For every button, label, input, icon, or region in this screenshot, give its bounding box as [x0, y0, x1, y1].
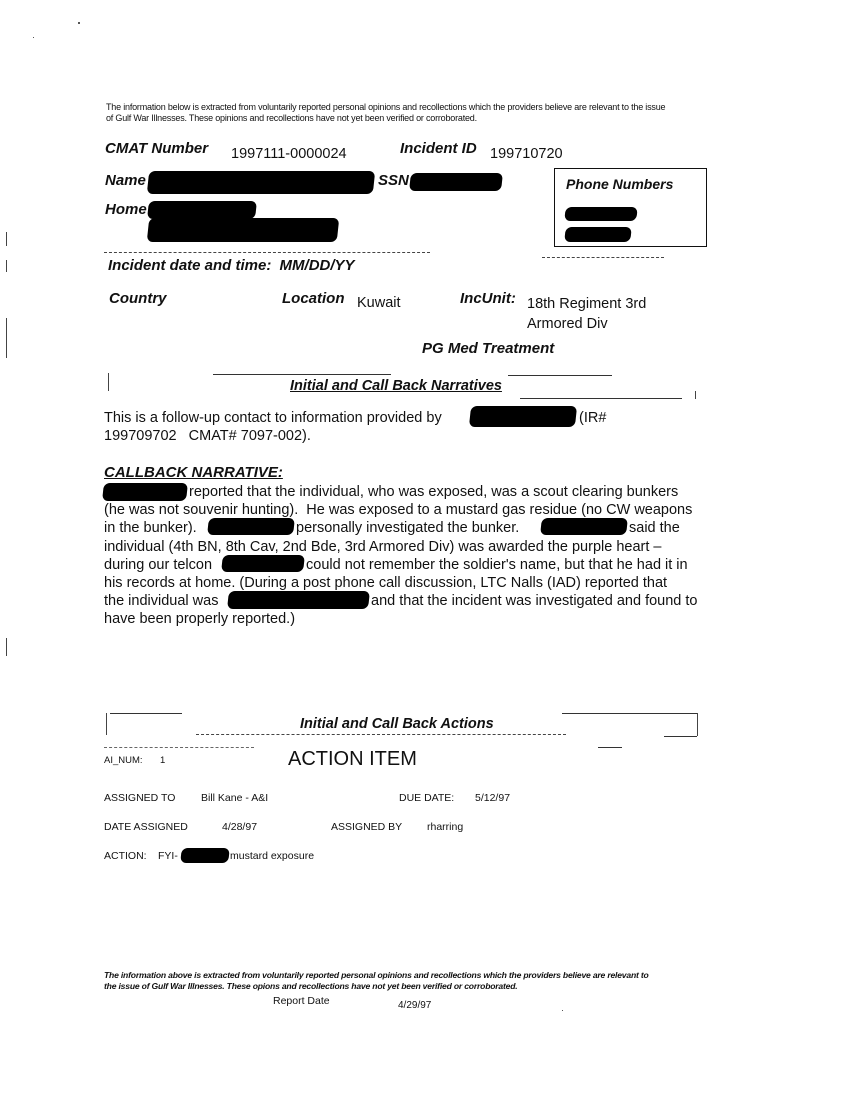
- callback-line-7b: and that the incident was investigated and found to: [371, 593, 698, 609]
- callback-redaction-5: [227, 591, 370, 609]
- ssn-redaction: [409, 173, 503, 191]
- scan-edge-mark: [6, 638, 7, 656]
- footer-notice: [104, 970, 744, 992]
- callback-redaction-1: [102, 483, 188, 501]
- callback-line-2: (he was not souvenir hunting). He was exposed to a mustard gas residue (no CW weapons: [104, 502, 693, 518]
- incunit-value-line2: Armored Div: [527, 316, 608, 332]
- incunit-label: IncUnit:: [460, 290, 516, 307]
- narratives-top-line: [508, 375, 612, 376]
- callback-line-4: individual (4th BN, 8th Cav, 2nd Bde, 3rd Armored Div) was awarded the purple heart –: [104, 539, 662, 555]
- incident-id-label: Incident ID: [400, 140, 477, 157]
- header-notice-line2: of Gulf War Illnesses. These opinions and recollections have not yet been verified or corroborated.: [106, 113, 477, 123]
- name-redaction: [147, 171, 375, 194]
- narrative-intro-text-a: This is a follow-up contact to information provided by: [104, 410, 442, 426]
- separator-line: [542, 257, 664, 258]
- callback-line-3a: in the bunker).: [104, 520, 197, 536]
- home-redaction-1: [147, 201, 257, 219]
- due-date-label: DUE DATE:: [399, 792, 455, 804]
- action-label: ACTION:: [104, 850, 147, 862]
- assigned-by-label: ASSIGNED BY: [331, 821, 403, 833]
- callback-line-8: have been properly reported.): [104, 611, 296, 627]
- actions-bracket-right: [697, 713, 698, 736]
- actions-title: Initial and Call Back Actions: [300, 716, 494, 732]
- assigned-to-value: Bill Kane - A&I: [201, 792, 269, 804]
- header-notice: [106, 102, 746, 124]
- cmat-value: 1997111-0000024: [231, 146, 347, 162]
- assigned-to-label: ASSIGNED TO: [104, 792, 176, 804]
- date-assigned-value: 4/28/97: [222, 821, 258, 833]
- scan-speck: [562, 1010, 563, 1011]
- narratives-bracket-left: [108, 373, 109, 391]
- report-date-label: Report Date: [273, 995, 330, 1007]
- scan-speck: [33, 37, 34, 38]
- actions-top-line: [562, 713, 697, 714]
- assigned-by-value: rharring: [427, 821, 464, 833]
- date-assigned-label: DATE ASSIGNED: [104, 821, 188, 833]
- narratives-title: Initial and Call Back Narratives: [290, 378, 502, 394]
- narrative-intro-line1: [104, 409, 442, 427]
- narrative-intro-ir: (IR#: [579, 410, 607, 426]
- phone-redaction-2: [564, 227, 632, 242]
- incident-date-label-text: Incident date and time:: [108, 257, 272, 274]
- callback-redaction-3: [540, 518, 628, 535]
- incunit-value-line1: 18th Regiment 3rd: [527, 296, 647, 312]
- callback-line-5a: during our telcon: [104, 557, 213, 573]
- callback-line-7a: the individual was: [104, 593, 219, 609]
- ai-num-label: AI_NUM:: [104, 755, 143, 766]
- home-label: Home: [105, 201, 147, 218]
- phone-numbers-label: Phone Numbers: [566, 176, 674, 192]
- callback-line-5b: could not remember the soldier's name, but that he had it in: [306, 557, 688, 573]
- narratives-bottom-line: [520, 398, 682, 399]
- narratives-top-line: [213, 374, 391, 375]
- callback-heading: CALLBACK NARRATIVE:: [104, 464, 283, 481]
- phone-redaction-1: [564, 207, 637, 221]
- footer-notice-line2: the issue of Gulf War Illnesses. These opions and recollections have not yet been verified or corroborated.: [104, 981, 518, 991]
- scan-edge-mark: [6, 260, 7, 272]
- location-value: Kuwait: [357, 295, 401, 311]
- callback-redaction-4: [221, 555, 305, 572]
- ssn-label: SSN: [378, 172, 409, 189]
- actions-bottom-line: [664, 736, 697, 737]
- scan-edge-mark: [6, 232, 7, 246]
- cmat-label: CMAT Number: [105, 140, 209, 157]
- actions-bracket-left: [106, 713, 107, 735]
- name-label: Name: [105, 172, 146, 189]
- action-value: mustard exposure: [230, 850, 315, 862]
- report-date-value: 4/29/97: [398, 1000, 432, 1011]
- actions-bottom-line: [196, 734, 566, 735]
- scan-edge-mark: [6, 318, 7, 358]
- actions-top-line: [110, 713, 182, 714]
- action-prefix: FYI-: [158, 850, 178, 862]
- callback-line-3c: said the: [629, 520, 680, 536]
- phone-numbers-box: [554, 168, 707, 247]
- actions-sub-line: [104, 747, 254, 748]
- actions-sub-line: [598, 747, 622, 748]
- ai-num-value: 1: [160, 755, 166, 766]
- scan-speck: [78, 22, 80, 24]
- callback-line-1: reported that the individual, who was exposed, was a scout clearing bunkers: [189, 484, 679, 500]
- narrative-intro-line2: 199709702 CMAT# 7097-002).: [104, 428, 311, 444]
- action-item-title: ACTION ITEM: [288, 748, 417, 770]
- footer-notice-line1: The information above is extracted from voluntarily reported personal opinions and recollections which the providers believe are relevant to: [104, 970, 649, 980]
- incident-id-value: 199710720: [490, 146, 563, 162]
- home-redaction-2: [147, 218, 340, 242]
- incident-date-value: MM/DD/YY: [279, 257, 355, 274]
- callback-redaction-2: [207, 518, 295, 535]
- due-date-value: 5/12/97: [475, 792, 511, 804]
- header-notice-line1: The information below is extracted from voluntarily reported personal opinions and recollections which the providers believe are relevant to the issue: [106, 102, 666, 112]
- narratives-bracket-right: [695, 391, 696, 399]
- incident-date-label: [108, 257, 355, 274]
- country-label: Country: [109, 290, 167, 307]
- callback-line-3b: personally investigated the bunker.: [296, 520, 520, 536]
- callback-line-6: his records at home. (During a post phone call discussion, LTC Nalls (IAD) reported that: [104, 575, 668, 591]
- provider-redaction: [469, 406, 577, 427]
- separator-line: [104, 252, 430, 253]
- location-label: Location: [282, 290, 345, 307]
- action-redaction: [180, 848, 230, 863]
- pg-med-treatment-label: PG Med Treatment: [422, 340, 555, 357]
